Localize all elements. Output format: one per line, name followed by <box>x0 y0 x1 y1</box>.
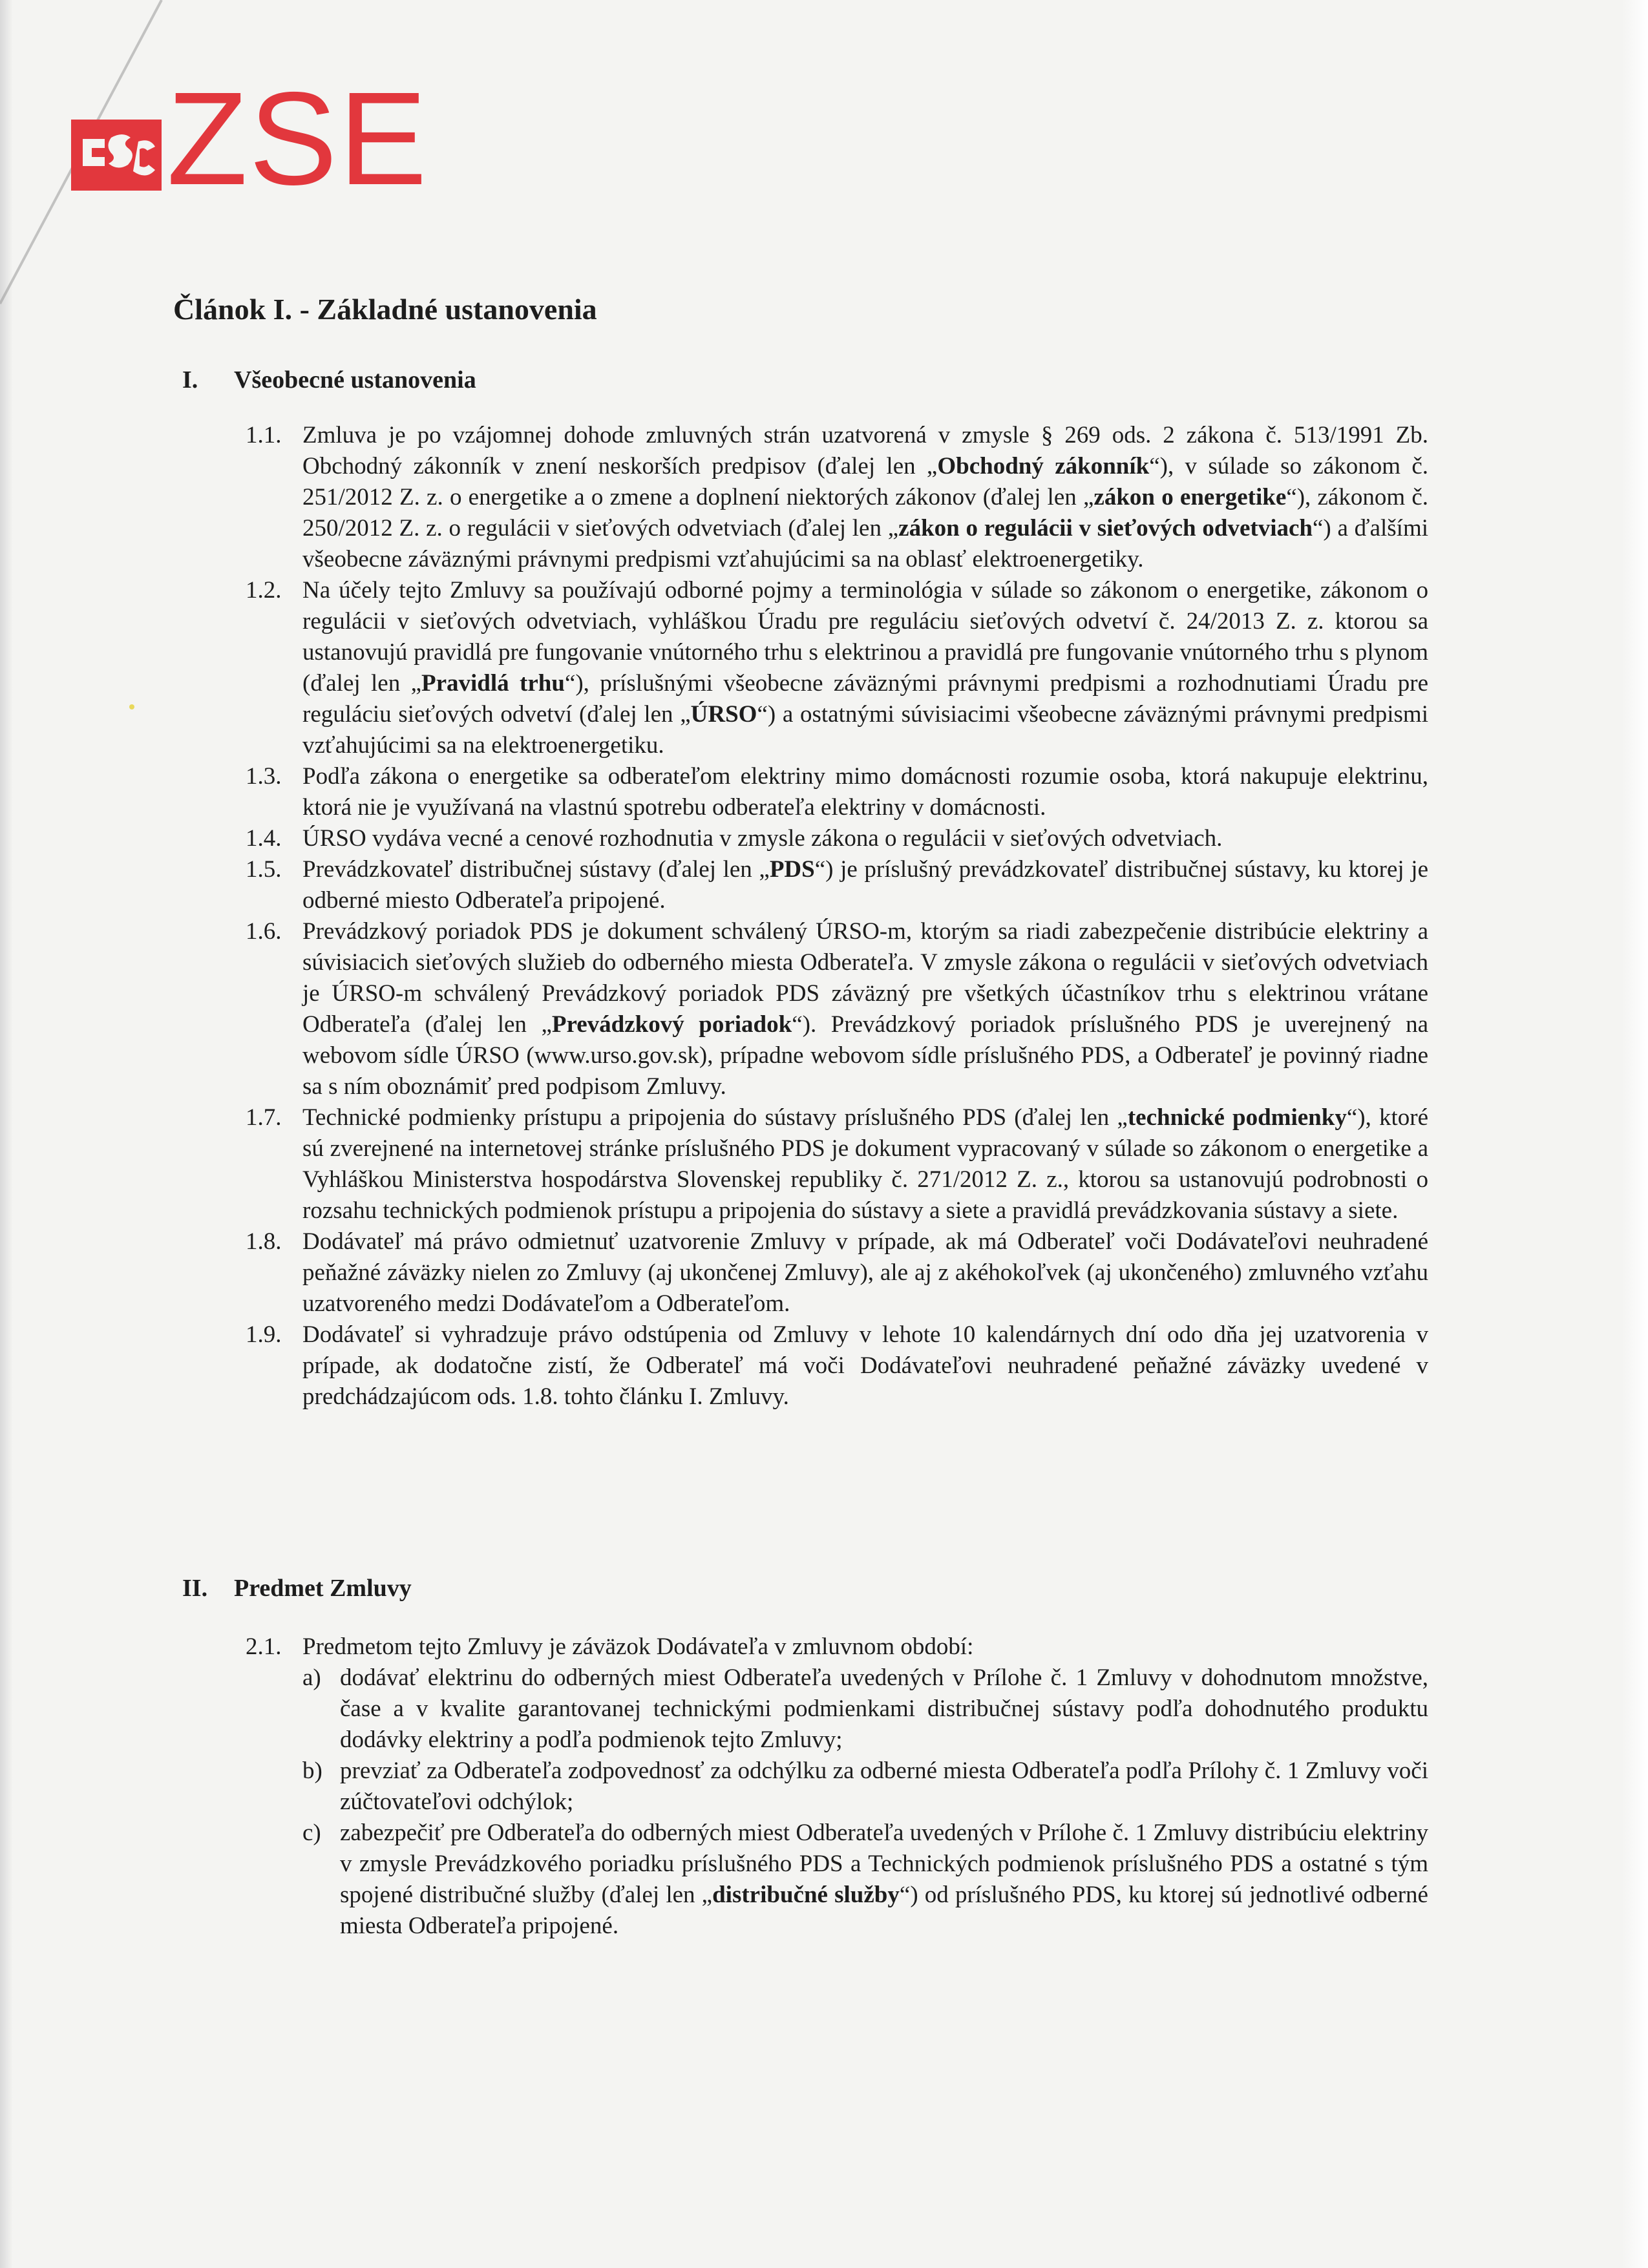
clause-number: 1.9. <box>246 1321 282 1348</box>
section-heading-2 <box>182 1574 412 1602</box>
clause-number: 1.8. <box>246 1228 282 1255</box>
clause-number: 1.5. <box>246 856 282 883</box>
list-item-text: zabezpečiť pre Odberateľa do odberných miest Odberateľa uvedených v Prílohe č. 1 Zmluvy distribúciu elektriny v zmysle Prevádzkového poriadku príslušného PDS a Technických podmienok príslušného PDS a ostatné s tým spojené distribučné služby (ďalej len „distribučné služby“) od príslušného PDS, ku ktorej sú jednotlivé odberné miesta Odberateľa pripojené. <box>340 1820 1428 1939</box>
scan-speck <box>129 704 134 709</box>
clause-number: 1.1. <box>246 422 282 448</box>
clause-1-3 <box>246 761 1428 823</box>
clause-1-1 <box>246 420 1428 575</box>
clause-text: Technické podmienky prístupu a pripojenia do sústavy príslušného PDS (ďalej len „technické podmienky“), ktoré sú zverejnené na internetovej stránke príslušného PDS je dokument vypracovaný v súlade so zákonom o energetike a Vyhláškou Ministerstva hospodárstva Slovenskej republiky č. 271/2012 Z. z., ktorou sa ustanovujú podrobnosti o rozsahu technických podmienok prístupu a pripojenia do sústavy a siete a pravidlá prevádzkovania sústavy a siete. <box>302 1104 1428 1224</box>
clause-text: Na účely tejto Zmluvy sa používajú odborné pojmy a terminológia v súlade so zákonom o energetike, zákonom o regulácii v sieťových odvetviach, vyhláškou Úradu pre reguláciu sieťových odvetví č. 24/2013 Z. z. ktorou sa ustanovujú pravidlá pre fungovanie vnútorného trhu s elektrinou a pravidlá pre fungovanie vnútorného trhu s plynom (ďalej len „Pravidlá trhu“), príslušnými všeobecne záväznými právnymi predpismi a rozhodnutiami Úradu pre reguláciu sieťových odvetví (ďalej len „ÚRSO“) a ostatnými súvisiacimi všeobecne záväznými právnymi predpismi vzťahujúcimi sa na elektroenergetiku. <box>302 577 1428 759</box>
section-number: II. <box>182 1575 208 1602</box>
zse-logo <box>71 65 428 213</box>
zse-logo-mark-icon <box>71 94 162 191</box>
list-item-b <box>302 1756 1428 1818</box>
clause-text: ÚRSO vydáva vecné a cenové rozhodnutia v zmysle zákona o regulácii v sieťových odvetviach. <box>302 825 1223 852</box>
clause-text: Predmetom tejto Zmluvy je záväzok Dodávateľa v zmluvnom období: <box>302 1633 974 1660</box>
clause-1-6 <box>246 916 1428 1102</box>
clause-1-5 <box>246 854 1428 916</box>
clause-1-7 <box>246 1102 1428 1226</box>
list-item-text: dodávať elektrinu do odberných miest Odberateľa uvedených v Prílohe č. 1 Zmluvy v dohodnutom množstve, čase a v kvalite garantovanej technickými podmienkami distribučnej sústavy podľa dohodnutého produktu dodávky elektriny a podľa podmienok tejto Zmluvy; <box>340 1664 1428 1753</box>
clause-text: Dodávateľ si vyhradzuje právo odstúpenia od Zmluvy v lehote 10 kalendárnych dní odo dňa jej uzatvorenia v prípade, ak dodatočne zistí, že Odberateľ má voči Dodávateľovi neuhradené peňažné záväzky uvedené v predchádzajúcom ods. 1.8. tohto článku I. Zmluvy. <box>302 1321 1428 1410</box>
section-title: Predmet Zmluvy <box>234 1575 412 1602</box>
article-title: Článok I. - Základné ustanovenia <box>173 293 597 326</box>
clause-number: 1.3. <box>246 763 282 790</box>
list-item-label: a) <box>302 1664 321 1691</box>
clause-number: 1.2. <box>246 577 282 604</box>
clause-text: Prevádzkový poriadok PDS je dokument schválený ÚRSO-m, ktorým sa riadi zabezpečenie distribúcie elektriny a súvisiacich sieťových služieb do odberného miesta Odberateľa. V zmysle zákona o regulácii v sieťových odvetviach je ÚRSO-m schválený Prevádzkový poriadok PDS záväzný pre všetkých účastníkov trhu s elektrinou vrátane Odberateľa (ďalej len „Prevádzkový poriadok“). Prevádzkový poriadok príslušného PDS je uverejnený na webovom sídle ÚRSO (www.urso.gov.sk), prípadne webovom sídle príslušného PDS, a Odberateľ je povinný riadne sa s ním oboznámiť pred podpisom Zmluvy. <box>302 918 1429 1100</box>
list-item-c <box>302 1818 1428 1942</box>
clause-1-9 <box>246 1319 1428 1412</box>
section-number: I. <box>182 366 198 394</box>
clause-body <box>302 1632 1428 1942</box>
clause-2-1 <box>246 1632 1428 1942</box>
list-item-a <box>302 1663 1428 1756</box>
clause-text: Zmluva je po vzájomnej dohode zmluvných strán uzatvorená v zmysle § 269 ods. 2 zákona č. 513/1991 Zb. Obchodný zákonník v znení neskorších predpisov (ďalej len „Obchodný zákonník“), v súlade so zákonom č. 251/2012 Z. z. o energetike a o zmene a doplnení niektorých zákonov (ďalej len „zákon o energetike“), zákonom č. 250/2012 Z. z. o regulácii v sieťových odvetviach (ďalej len „zákon o regulácii v sieťových odvetviach“) a ďalšími všeobecne záväznými právnymi predpismi vzťahujúcimi sa na oblasť elektroenergetiky. <box>302 422 1429 572</box>
list-item-label: c) <box>302 1820 321 1846</box>
list-item-text: prevziať za Odberateľa zodpovednosť za odchýlku za odberné miesta Odberateľa podľa Prílohy č. 1 Zmluvy voči zúčtovateľovi odchýlok; <box>340 1758 1428 1815</box>
clause-text: Podľa zákona o energetike sa odberateľom elektriny mimo domácnosti rozumie osoba, ktorá nakupuje elektrinu, ktorá nie je využívaná na vlastnú spotrebu odberateľa elektriny v domácnosti. <box>302 763 1428 821</box>
clause-number: 1.4. <box>246 825 282 852</box>
clause-number: 1.6. <box>246 918 282 945</box>
clause-1-8 <box>246 1226 1428 1319</box>
clause-number: 1.7. <box>246 1104 282 1131</box>
section-heading-1 <box>182 366 476 394</box>
clause-text: Dodávateľ má právo odmietnuť uzatvorenie Zmluvy v prípade, ak má Odberateľ voči Dodávateľovi neuhradené peňažné záväzky nielen zo Zmluvy (aj ukončenej Zmluvy), ale aj z akéhokoľvek (aj ukončeného) zmluvného vzťahu uzatvoreného medzi Dodávateľom a Odberateľom. <box>302 1228 1428 1317</box>
logo-wordmark: ZSE <box>167 65 428 213</box>
list-item-label: b) <box>302 1758 322 1784</box>
section-1-clauses <box>246 420 1428 1412</box>
section-2-clauses <box>246 1632 1428 1942</box>
clause-1-2 <box>246 575 1428 761</box>
clause-number: 2.1. <box>246 1633 282 1660</box>
clause-1-4 <box>246 823 1428 854</box>
section-title: Všeobecné ustanovenia <box>234 366 476 394</box>
clause-text: Prevádzkovateľ distribučnej sústavy (ďalej len „PDS“) je príslušný prevádzkovateľ distribučnej sústavy, ku ktorej je odberné miesto Odberateľa pripojené. <box>302 856 1429 914</box>
